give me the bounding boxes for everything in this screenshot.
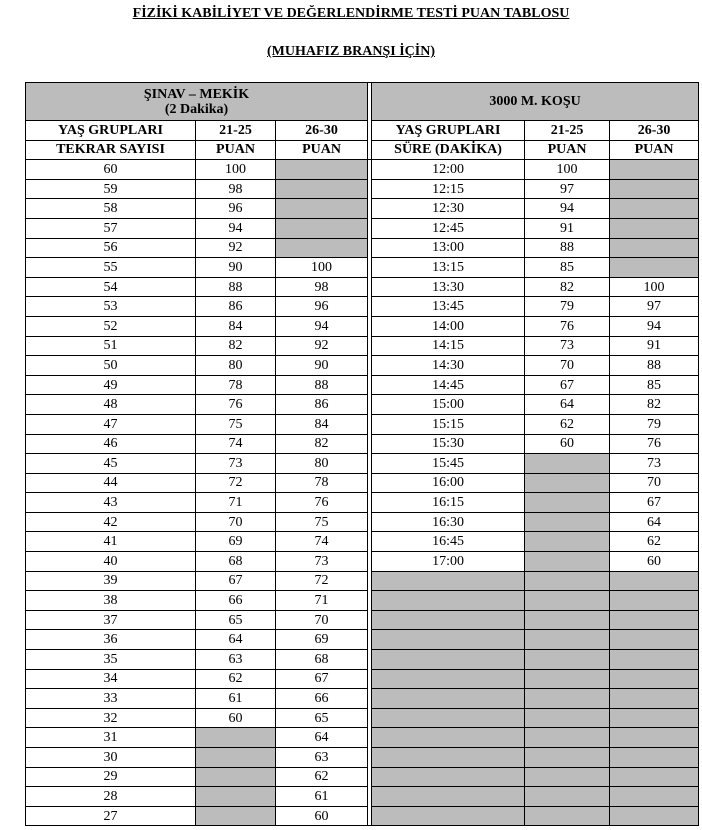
table-row — [26, 160, 699, 180]
left-score-26-30-cell: 62 — [276, 767, 368, 787]
left-repetition-count-cell: 47 — [26, 414, 196, 434]
left-repetition-count-cell: 43 — [26, 493, 196, 513]
table-row — [26, 297, 699, 317]
left-score-21-25-cell: 90 — [196, 258, 276, 278]
right-age-26-30-header: 26-30 — [610, 121, 699, 141]
right-duration-cell: 16:00 — [372, 473, 525, 493]
left-score-26-30-cell: 92 — [276, 336, 368, 356]
right-score-21-25-cell: 60 — [525, 434, 610, 454]
right-score-26-30-cell: 70 — [610, 473, 699, 493]
right-score-21-25-cell: 100 — [525, 160, 610, 180]
table-row — [26, 414, 699, 434]
left-score-21-25-cell: 92 — [196, 238, 276, 258]
table-row — [26, 238, 699, 258]
empty-cell — [525, 708, 610, 728]
table-row — [26, 748, 699, 768]
right-score-26-30-cell: 60 — [610, 552, 699, 572]
left-repetition-count-cell: 32 — [26, 708, 196, 728]
left-score-26-30-cell: 90 — [276, 356, 368, 376]
empty-cell — [610, 610, 699, 630]
table-row — [26, 806, 699, 826]
column-subheader-row — [26, 140, 699, 160]
empty-cell — [610, 689, 699, 709]
left-score-26-30-cell: 71 — [276, 591, 368, 611]
right-age-groups-header: YAŞ GRUPLARI — [372, 121, 525, 141]
table-row — [26, 258, 699, 278]
left-repetition-count-cell: 27 — [26, 806, 196, 826]
left-score-26-30-cell: 73 — [276, 552, 368, 572]
table-row — [26, 669, 699, 689]
table-row — [26, 650, 699, 670]
right-score-21-25-cell: 73 — [525, 336, 610, 356]
pushup-situp-heading-line1: ŞINAV – MEKİK — [143, 86, 250, 102]
right-score-26-30-cell: 85 — [610, 375, 699, 395]
left-score-21-25-cell: 66 — [196, 591, 276, 611]
left-score-21-25-cell: 98 — [196, 179, 276, 199]
empty-cell — [525, 454, 610, 474]
right-duration-cell: 14:45 — [372, 375, 525, 395]
table-row — [26, 473, 699, 493]
right-score-21-25-cell: 91 — [525, 218, 610, 238]
empty-cell — [525, 552, 610, 572]
table-row — [26, 708, 699, 728]
table-row — [26, 512, 699, 532]
left-score-21-25-cell: 84 — [196, 316, 276, 336]
right-score-26-30-cell: 88 — [610, 356, 699, 376]
empty-cell — [372, 591, 525, 611]
right-score-21-25-cell: 70 — [525, 356, 610, 376]
left-score-21-25-cell: 67 — [196, 571, 276, 591]
right-score-26-30-cell: 100 — [610, 277, 699, 297]
right-score-21-25-cell: 88 — [525, 238, 610, 258]
left-score-26-30-cell: 80 — [276, 454, 368, 474]
table-row — [26, 316, 699, 336]
empty-cell — [525, 512, 610, 532]
left-score-26-30-cell: 88 — [276, 375, 368, 395]
empty-cell — [525, 630, 610, 650]
left-score-21-25-cell: 94 — [196, 218, 276, 238]
empty-cell — [372, 689, 525, 709]
left-score-26-30-cell: 66 — [276, 689, 368, 709]
right-score-26-30-cell: 76 — [610, 434, 699, 454]
table-row — [26, 787, 699, 807]
right-score-26-30-cell: 79 — [610, 414, 699, 434]
table-row — [26, 277, 699, 297]
left-score-21-25-cell: 75 — [196, 414, 276, 434]
left-score-26-30-cell: 67 — [276, 669, 368, 689]
left-repetition-count-cell: 56 — [26, 238, 196, 258]
empty-cell — [372, 787, 525, 807]
empty-cell — [610, 238, 699, 258]
left-repetition-count-cell: 34 — [26, 669, 196, 689]
left-score-26-30-header: PUAN — [276, 140, 368, 160]
left-score-26-30-cell: 96 — [276, 297, 368, 317]
empty-cell — [372, 767, 525, 787]
left-repetition-count-cell: 54 — [26, 277, 196, 297]
left-repetition-count-cell: 58 — [26, 199, 196, 219]
right-duration-cell: 15:00 — [372, 395, 525, 415]
left-score-21-25-cell: 76 — [196, 395, 276, 415]
empty-cell — [610, 669, 699, 689]
right-duration-cell: 16:45 — [372, 532, 525, 552]
table-row — [26, 493, 699, 513]
section-heading-row — [26, 83, 699, 121]
left-repetition-count-cell: 31 — [26, 728, 196, 748]
left-repetition-count-cell: 49 — [26, 375, 196, 395]
left-score-26-30-cell: 69 — [276, 630, 368, 650]
right-score-21-25-cell: 79 — [525, 297, 610, 317]
right-duration-cell: 13:00 — [372, 238, 525, 258]
table-row — [26, 532, 699, 552]
left-score-26-30-cell: 86 — [276, 395, 368, 415]
empty-cell — [276, 238, 368, 258]
right-duration-cell: 16:15 — [372, 493, 525, 513]
score-table — [25, 82, 699, 826]
right-duration-cell: 14:00 — [372, 316, 525, 336]
left-repetition-count-cell: 41 — [26, 532, 196, 552]
empty-cell — [525, 728, 610, 748]
table-row — [26, 454, 699, 474]
left-score-21-25-cell: 100 — [196, 160, 276, 180]
empty-cell — [610, 708, 699, 728]
left-score-26-30-cell: 98 — [276, 277, 368, 297]
empty-cell — [372, 650, 525, 670]
left-score-21-25-cell: 74 — [196, 434, 276, 454]
right-duration-cell: 12:45 — [372, 218, 525, 238]
table-row — [26, 591, 699, 611]
left-repetition-count-cell: 52 — [26, 316, 196, 336]
right-score-21-25-cell: 82 — [525, 277, 610, 297]
empty-cell — [525, 689, 610, 709]
pushup-situp-heading — [26, 83, 368, 121]
right-score-21-25-cell: 64 — [525, 395, 610, 415]
left-score-21-25-cell: 78 — [196, 375, 276, 395]
table-row — [26, 375, 699, 395]
table-row — [26, 571, 699, 591]
left-repetition-count-cell: 60 — [26, 160, 196, 180]
left-repetition-count-cell: 33 — [26, 689, 196, 709]
right-duration-cell: 12:15 — [372, 179, 525, 199]
empty-cell — [372, 728, 525, 748]
empty-cell — [372, 669, 525, 689]
empty-cell — [196, 748, 276, 768]
left-repetition-count-cell: 57 — [26, 218, 196, 238]
left-repetition-count-cell: 40 — [26, 552, 196, 572]
left-repetition-count-cell: 46 — [26, 434, 196, 454]
empty-cell — [372, 610, 525, 630]
left-score-26-30-cell: 100 — [276, 258, 368, 278]
right-age-21-25-header: 21-25 — [525, 121, 610, 141]
right-score-21-25-cell: 62 — [525, 414, 610, 434]
left-score-26-30-cell: 61 — [276, 787, 368, 807]
empty-cell — [610, 767, 699, 787]
page-subtitle: (MUHAFIZ BRANŞI İÇİN) — [266, 44, 435, 59]
right-score-26-30-cell: 73 — [610, 454, 699, 474]
right-score-26-30-header: PUAN — [610, 140, 699, 160]
left-score-26-30-cell: 76 — [276, 493, 368, 513]
left-age-21-25-header: 21-25 — [196, 121, 276, 141]
right-score-21-25-cell: 67 — [525, 375, 610, 395]
left-repetition-count-cell: 38 — [26, 591, 196, 611]
empty-cell — [610, 748, 699, 768]
empty-cell — [610, 179, 699, 199]
left-score-21-25-cell: 80 — [196, 356, 276, 376]
right-duration-cell: 17:00 — [372, 552, 525, 572]
left-age-26-30-header: 26-30 — [276, 121, 368, 141]
table-row — [26, 610, 699, 630]
left-score-21-25-cell: 64 — [196, 630, 276, 650]
empty-cell — [276, 179, 368, 199]
pushup-situp-heading-line2: (2 Dakika) — [164, 101, 229, 117]
table-row — [26, 434, 699, 454]
right-score-21-25-header: PUAN — [525, 140, 610, 160]
left-repetition-count-cell: 48 — [26, 395, 196, 415]
left-score-21-25-cell: 82 — [196, 336, 276, 356]
left-score-26-30-cell: 82 — [276, 434, 368, 454]
left-score-26-30-cell: 65 — [276, 708, 368, 728]
left-repetition-count-cell: 51 — [26, 336, 196, 356]
left-repetition-count-cell: 59 — [26, 179, 196, 199]
left-score-21-25-cell: 62 — [196, 669, 276, 689]
empty-cell — [610, 728, 699, 748]
empty-cell — [610, 160, 699, 180]
empty-cell — [525, 571, 610, 591]
left-score-21-25-cell: 70 — [196, 512, 276, 532]
duration-minutes-header: SÜRE (DAKİKA) — [372, 140, 525, 160]
table-row — [26, 767, 699, 787]
right-duration-cell: 12:30 — [372, 199, 525, 219]
left-score-26-30-cell: 60 — [276, 806, 368, 826]
left-repetition-count-cell: 29 — [26, 767, 196, 787]
table-row — [26, 728, 699, 748]
table-row — [26, 179, 699, 199]
left-repetition-count-cell: 50 — [26, 356, 196, 376]
empty-cell — [372, 806, 525, 826]
empty-cell — [525, 787, 610, 807]
left-repetition-count-cell: 53 — [26, 297, 196, 317]
repetition-count-header: TEKRAR SAYISI — [26, 140, 196, 160]
left-score-21-25-cell: 60 — [196, 708, 276, 728]
table-row — [26, 218, 699, 238]
left-score-21-25-cell: 72 — [196, 473, 276, 493]
empty-cell — [196, 787, 276, 807]
right-duration-cell: 15:15 — [372, 414, 525, 434]
left-score-21-25-cell: 63 — [196, 650, 276, 670]
empty-cell — [610, 591, 699, 611]
right-score-26-30-cell: 64 — [610, 512, 699, 532]
table-row — [26, 395, 699, 415]
left-score-21-25-cell: 71 — [196, 493, 276, 513]
left-repetition-count-cell: 28 — [26, 787, 196, 807]
empty-cell — [525, 650, 610, 670]
empty-cell — [610, 571, 699, 591]
right-duration-cell: 14:15 — [372, 336, 525, 356]
table-row — [26, 689, 699, 709]
left-score-26-30-cell: 68 — [276, 650, 368, 670]
empty-cell — [525, 493, 610, 513]
right-duration-cell: 14:30 — [372, 356, 525, 376]
empty-cell — [525, 767, 610, 787]
left-score-21-25-cell: 88 — [196, 277, 276, 297]
right-duration-cell: 13:30 — [372, 277, 525, 297]
left-score-26-30-cell: 74 — [276, 532, 368, 552]
left-score-26-30-cell: 63 — [276, 748, 368, 768]
right-duration-cell: 13:45 — [372, 297, 525, 317]
empty-cell — [525, 806, 610, 826]
left-score-26-30-cell: 72 — [276, 571, 368, 591]
right-duration-cell: 12:00 — [372, 160, 525, 180]
run-3000m-heading: 3000 M. KOŞU — [372, 83, 699, 121]
left-score-21-25-cell: 96 — [196, 199, 276, 219]
left-repetition-count-cell: 45 — [26, 454, 196, 474]
empty-cell — [525, 473, 610, 493]
left-score-21-25-cell: 61 — [196, 689, 276, 709]
left-repetition-count-cell: 55 — [26, 258, 196, 278]
score-table-body — [26, 83, 699, 826]
right-score-26-30-cell: 67 — [610, 493, 699, 513]
empty-cell — [610, 630, 699, 650]
empty-cell — [610, 258, 699, 278]
empty-cell — [372, 630, 525, 650]
empty-cell — [525, 610, 610, 630]
left-score-26-30-cell: 94 — [276, 316, 368, 336]
right-duration-cell: 16:30 — [372, 512, 525, 532]
left-score-26-30-cell: 84 — [276, 414, 368, 434]
left-repetition-count-cell: 44 — [26, 473, 196, 493]
left-repetition-count-cell: 36 — [26, 630, 196, 650]
left-repetition-count-cell: 42 — [26, 512, 196, 532]
right-score-21-25-cell: 85 — [525, 258, 610, 278]
left-score-21-25-cell: 65 — [196, 610, 276, 630]
empty-cell — [610, 218, 699, 238]
empty-cell — [610, 806, 699, 826]
empty-cell — [196, 728, 276, 748]
left-score-26-30-cell: 70 — [276, 610, 368, 630]
left-repetition-count-cell: 35 — [26, 650, 196, 670]
empty-cell — [276, 160, 368, 180]
empty-cell — [525, 669, 610, 689]
left-score-21-25-header: PUAN — [196, 140, 276, 160]
table-row — [26, 336, 699, 356]
right-score-26-30-cell: 62 — [610, 532, 699, 552]
table-row — [26, 630, 699, 650]
empty-cell — [372, 748, 525, 768]
empty-cell — [610, 650, 699, 670]
left-score-26-30-cell: 78 — [276, 473, 368, 493]
left-score-21-25-cell: 86 — [196, 297, 276, 317]
table-row — [26, 356, 699, 376]
right-score-21-25-cell: 94 — [525, 199, 610, 219]
right-score-21-25-cell: 76 — [525, 316, 610, 336]
left-score-21-25-cell: 73 — [196, 454, 276, 474]
empty-cell — [525, 591, 610, 611]
right-duration-cell: 13:15 — [372, 258, 525, 278]
left-repetition-count-cell: 30 — [26, 748, 196, 768]
empty-cell — [196, 767, 276, 787]
left-repetition-count-cell: 39 — [26, 571, 196, 591]
empty-cell — [610, 787, 699, 807]
empty-cell — [525, 748, 610, 768]
table-row — [26, 199, 699, 219]
right-score-26-30-cell: 82 — [610, 395, 699, 415]
empty-cell — [372, 708, 525, 728]
empty-cell — [276, 199, 368, 219]
table-row — [26, 552, 699, 572]
left-repetition-count-cell: 37 — [26, 610, 196, 630]
right-score-26-30-cell: 91 — [610, 336, 699, 356]
page-title: FİZİKİ KABİLİYET VE DEĞERLENDİRME TESTİ PUAN TABLOSU — [132, 6, 570, 21]
right-duration-cell: 15:30 — [372, 434, 525, 454]
left-score-26-30-cell: 75 — [276, 512, 368, 532]
left-age-groups-header: YAŞ GRUPLARI — [26, 121, 196, 141]
right-score-26-30-cell: 94 — [610, 316, 699, 336]
left-score-26-30-cell: 64 — [276, 728, 368, 748]
right-duration-cell: 15:45 — [372, 454, 525, 474]
empty-cell — [196, 806, 276, 826]
empty-cell — [525, 532, 610, 552]
left-score-21-25-cell: 68 — [196, 552, 276, 572]
left-score-21-25-cell: 69 — [196, 532, 276, 552]
empty-cell — [276, 218, 368, 238]
right-score-21-25-cell: 97 — [525, 179, 610, 199]
empty-cell — [372, 571, 525, 591]
right-score-26-30-cell: 97 — [610, 297, 699, 317]
empty-cell — [610, 199, 699, 219]
column-header-row — [26, 121, 699, 141]
